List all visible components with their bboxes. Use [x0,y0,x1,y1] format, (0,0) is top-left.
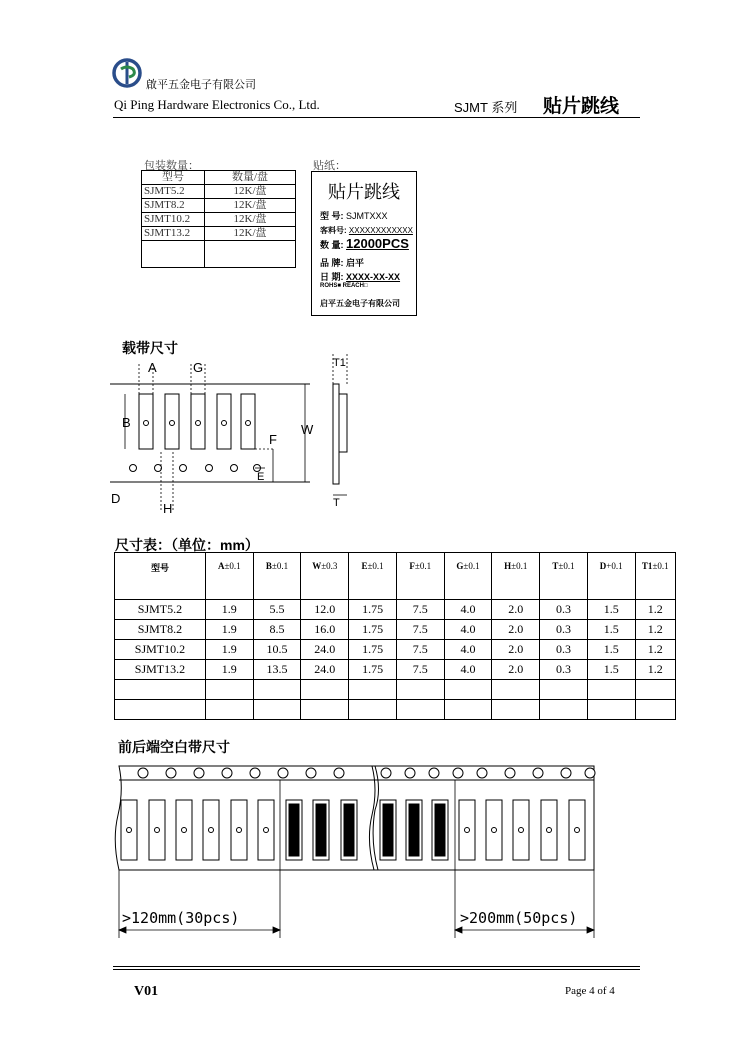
column-header: B±0.1 [253,553,301,600]
table-cell: 0.3 [540,600,588,620]
table-cell [540,700,588,720]
dim-label-a: A [148,360,157,375]
column-header: G±0.1 [444,553,492,600]
dim-label-e: E [257,471,265,483]
table-cell: 0.3 [540,620,588,640]
sprocket-hole [561,768,571,778]
table-cell: 4.0 [444,660,492,680]
leader-trailer-diagram [110,760,610,945]
pocket-hole [547,828,552,833]
pocket-hole [155,828,160,833]
table-cell: 1.2 [635,600,675,620]
table-cell [444,700,492,720]
table-cell: 2.0 [492,620,540,640]
table-cell: 7.5 [396,640,444,660]
table-cell: 1.5 [587,620,635,640]
sprocket-hole [138,768,148,778]
tape-pocket [541,800,557,860]
table-cell [115,700,206,720]
table-cell: SJMT13.2 [142,227,205,241]
table-cell: SJMT13.2 [115,660,206,680]
table-cell: 1.75 [349,600,397,620]
table-cell: 1.75 [349,640,397,660]
dim-label-w: W [301,422,314,437]
table-cell: 1.5 [587,640,635,660]
table-cell: 12K/盘 [205,185,296,199]
table-cell [635,680,675,700]
table-row [115,620,676,640]
table-cell [492,680,540,700]
table-cell [635,700,675,720]
table-cell [301,700,349,720]
table-cell: 2.0 [492,640,540,660]
table-cell: 4.0 [444,620,492,640]
sprocket-hole [453,768,463,778]
table-cell: 4.0 [444,640,492,660]
footer-rule-2 [113,969,640,970]
sticker-company: 启平五金电子有限公司 [320,299,400,308]
dim-label-d: D [111,491,121,506]
table-cell: 12K/盘 [205,227,296,241]
sticker-label: 贴纸： [313,160,346,172]
table-cell: SJMT8.2 [115,620,206,640]
table-cell: SJMT10.2 [115,640,206,660]
table-row [142,171,296,185]
sticker-sample [311,171,417,316]
packing-table [141,170,296,268]
pocket-hole [182,828,187,833]
table-cell: 1.9 [205,600,253,620]
dim-label-b: B [122,415,131,430]
table-cell [396,680,444,700]
tape-pocket [486,800,502,860]
tape-pocket [149,800,165,860]
tape-pocket [176,800,192,860]
component-chip [289,804,299,856]
dim-label-t: T [333,497,340,509]
column-header: 型号 [115,553,206,600]
dimensions-table [114,552,676,720]
column-header: T±0.1 [540,553,588,600]
table-cell [205,680,253,700]
column-header: E±0.1 [349,553,397,600]
column-header: H±0.1 [492,553,540,600]
pocket-hole [575,828,580,833]
table-row [142,227,296,241]
table-cell [444,680,492,700]
table-cell: 1.2 [635,640,675,660]
table-cell: 4.0 [444,600,492,620]
dim-label-g: G [193,360,204,375]
pocket-hole [209,828,214,833]
company-name-cn: 啟平五金电子有限公司 [146,79,256,91]
table-cell [115,680,206,700]
tape-pocket [258,800,274,860]
component-chip [316,804,326,856]
series-name: SJMT 系列 [454,100,518,115]
version-label: V01 [134,984,159,999]
dims-title: 尺寸表：（单位：mm） [115,537,259,553]
sprocket-hole [381,768,391,778]
column-header: W±0.3 [301,553,349,600]
leader-right-label: >200mm(50pcs) [460,909,578,927]
table-cell: 1.75 [349,620,397,640]
table-cell [587,680,635,700]
table-cell: 1.9 [205,660,253,680]
table-cell [253,680,301,700]
sticker-title: 贴片跳线 [328,182,400,203]
header [0,0,750,130]
table-cell: 12.0 [301,600,349,620]
sprocket-hole [194,768,204,778]
table-cell [253,700,301,720]
company-logo [112,57,146,89]
sprocket-hole [250,768,260,778]
table-cell: 1.5 [587,660,635,680]
company-name-en: Qi Ping Hardware Electronics Co., Ltd. [114,97,320,112]
table-cell: SJMT10.2 [142,213,205,227]
table-cell: 13.5 [253,660,301,680]
component-chip [344,804,354,856]
table-cell [349,680,397,700]
sprocket-hole [334,768,344,778]
table-cell [205,700,253,720]
table-row [142,213,296,227]
table-cell: SJMT8.2 [142,199,205,213]
component-chip [435,804,445,856]
table-cell: 16.0 [301,620,349,640]
table-row [142,199,296,213]
table-cell [301,680,349,700]
header-rule [113,117,640,118]
table-row [115,700,676,720]
table-cell: 1.2 [635,620,675,640]
table-cell [142,241,205,268]
table-cell: 2.0 [492,600,540,620]
pocket-hole [264,828,269,833]
table-row [115,680,676,700]
table-cell: 7.5 [396,620,444,640]
carrier-tape-diagram [105,352,370,522]
dim-label-f: F [269,432,277,447]
sticker-model: 型 号: SJMTXXX [320,211,388,221]
sprocket-hole [429,768,439,778]
sprocket-hole [278,768,288,778]
table-cell: 8.5 [253,620,301,640]
tape-pocket [513,800,529,860]
sprocket-hole [405,768,415,778]
column-header: D+0.1 [587,553,635,600]
column-header: T1±0.1 [635,553,675,600]
sprocket-hole [533,768,543,778]
pocket-hole [465,828,470,833]
component-chip [383,804,393,856]
sticker-brand: 品 牌: 启平 [320,258,365,268]
table-cell: 12K/盘 [205,199,296,213]
sprocket-hole [306,768,316,778]
table-cell [587,700,635,720]
sticker-customer-part: 客料号: XXXXXXXXXXXX [320,226,413,235]
table-cell [540,680,588,700]
tape-pocket [569,800,585,860]
column-header: 数量/盘 [205,171,296,185]
table-cell: 1.9 [205,620,253,640]
pocket-hole [127,828,132,833]
table-cell: 1.2 [635,660,675,680]
table-cell: 0.3 [540,660,588,680]
table-cell: 0.3 [540,640,588,660]
tape-pocket [231,800,247,860]
sprocket-hole [505,768,515,778]
table-cell: 1.5 [587,600,635,620]
table-row [115,640,676,660]
page-number: Page 4 of 4 [565,985,615,997]
table-cell: 5.5 [253,600,301,620]
pocket-hole [492,828,497,833]
tape-title: 载带尺寸 [122,340,178,356]
table-cell [349,700,397,720]
column-header: 型号 [142,171,205,185]
tape-pocket [121,800,137,860]
leader-title: 前后端空白带尺寸 [118,739,230,755]
tape-pocket [459,800,475,860]
table-cell: 10.5 [253,640,301,660]
pocket-hole [519,828,524,833]
column-header: F±0.1 [396,553,444,600]
footer-rule [113,966,640,967]
pocket-hole [237,828,242,833]
table-row [142,241,296,268]
dim-label-t1: T1 [333,357,346,369]
table-header-row [115,553,676,600]
table-cell: SJMT5.2 [142,185,205,199]
table-row [115,660,676,680]
packing-label: 包装数量： [144,160,199,172]
leader-left-label: >120mm(30pcs) [122,909,240,927]
table-cell: 1.75 [349,660,397,680]
tape-pocket [203,800,219,860]
sprocket-hole [222,768,232,778]
table-cell: 2.0 [492,660,540,680]
sprocket-hole [477,768,487,778]
table-cell: 7.5 [396,600,444,620]
table-cell [396,700,444,720]
table-cell [205,241,296,268]
column-header: A±0.1 [205,553,253,600]
sticker-compliance: ROHS■ REACH□ [320,283,368,289]
product-title: 贴片跳线 [543,96,620,117]
table-cell: 12K/盘 [205,213,296,227]
table-cell [492,700,540,720]
sprocket-hole [166,768,176,778]
table-cell: SJMT5.2 [115,600,206,620]
component-chip [409,804,419,856]
dim-label-h: H [163,501,173,516]
table-row [115,600,676,620]
table-cell: 24.0 [301,660,349,680]
table-row [142,185,296,199]
table-cell: 1.9 [205,640,253,660]
sticker-date: 日 期: XXXX-XX-XX [320,272,401,282]
table-cell: 7.5 [396,660,444,680]
table-cell: 24.0 [301,640,349,660]
sprocket-hole [585,768,595,778]
sticker-quantity: 数 量: 12000PCS [320,236,409,251]
